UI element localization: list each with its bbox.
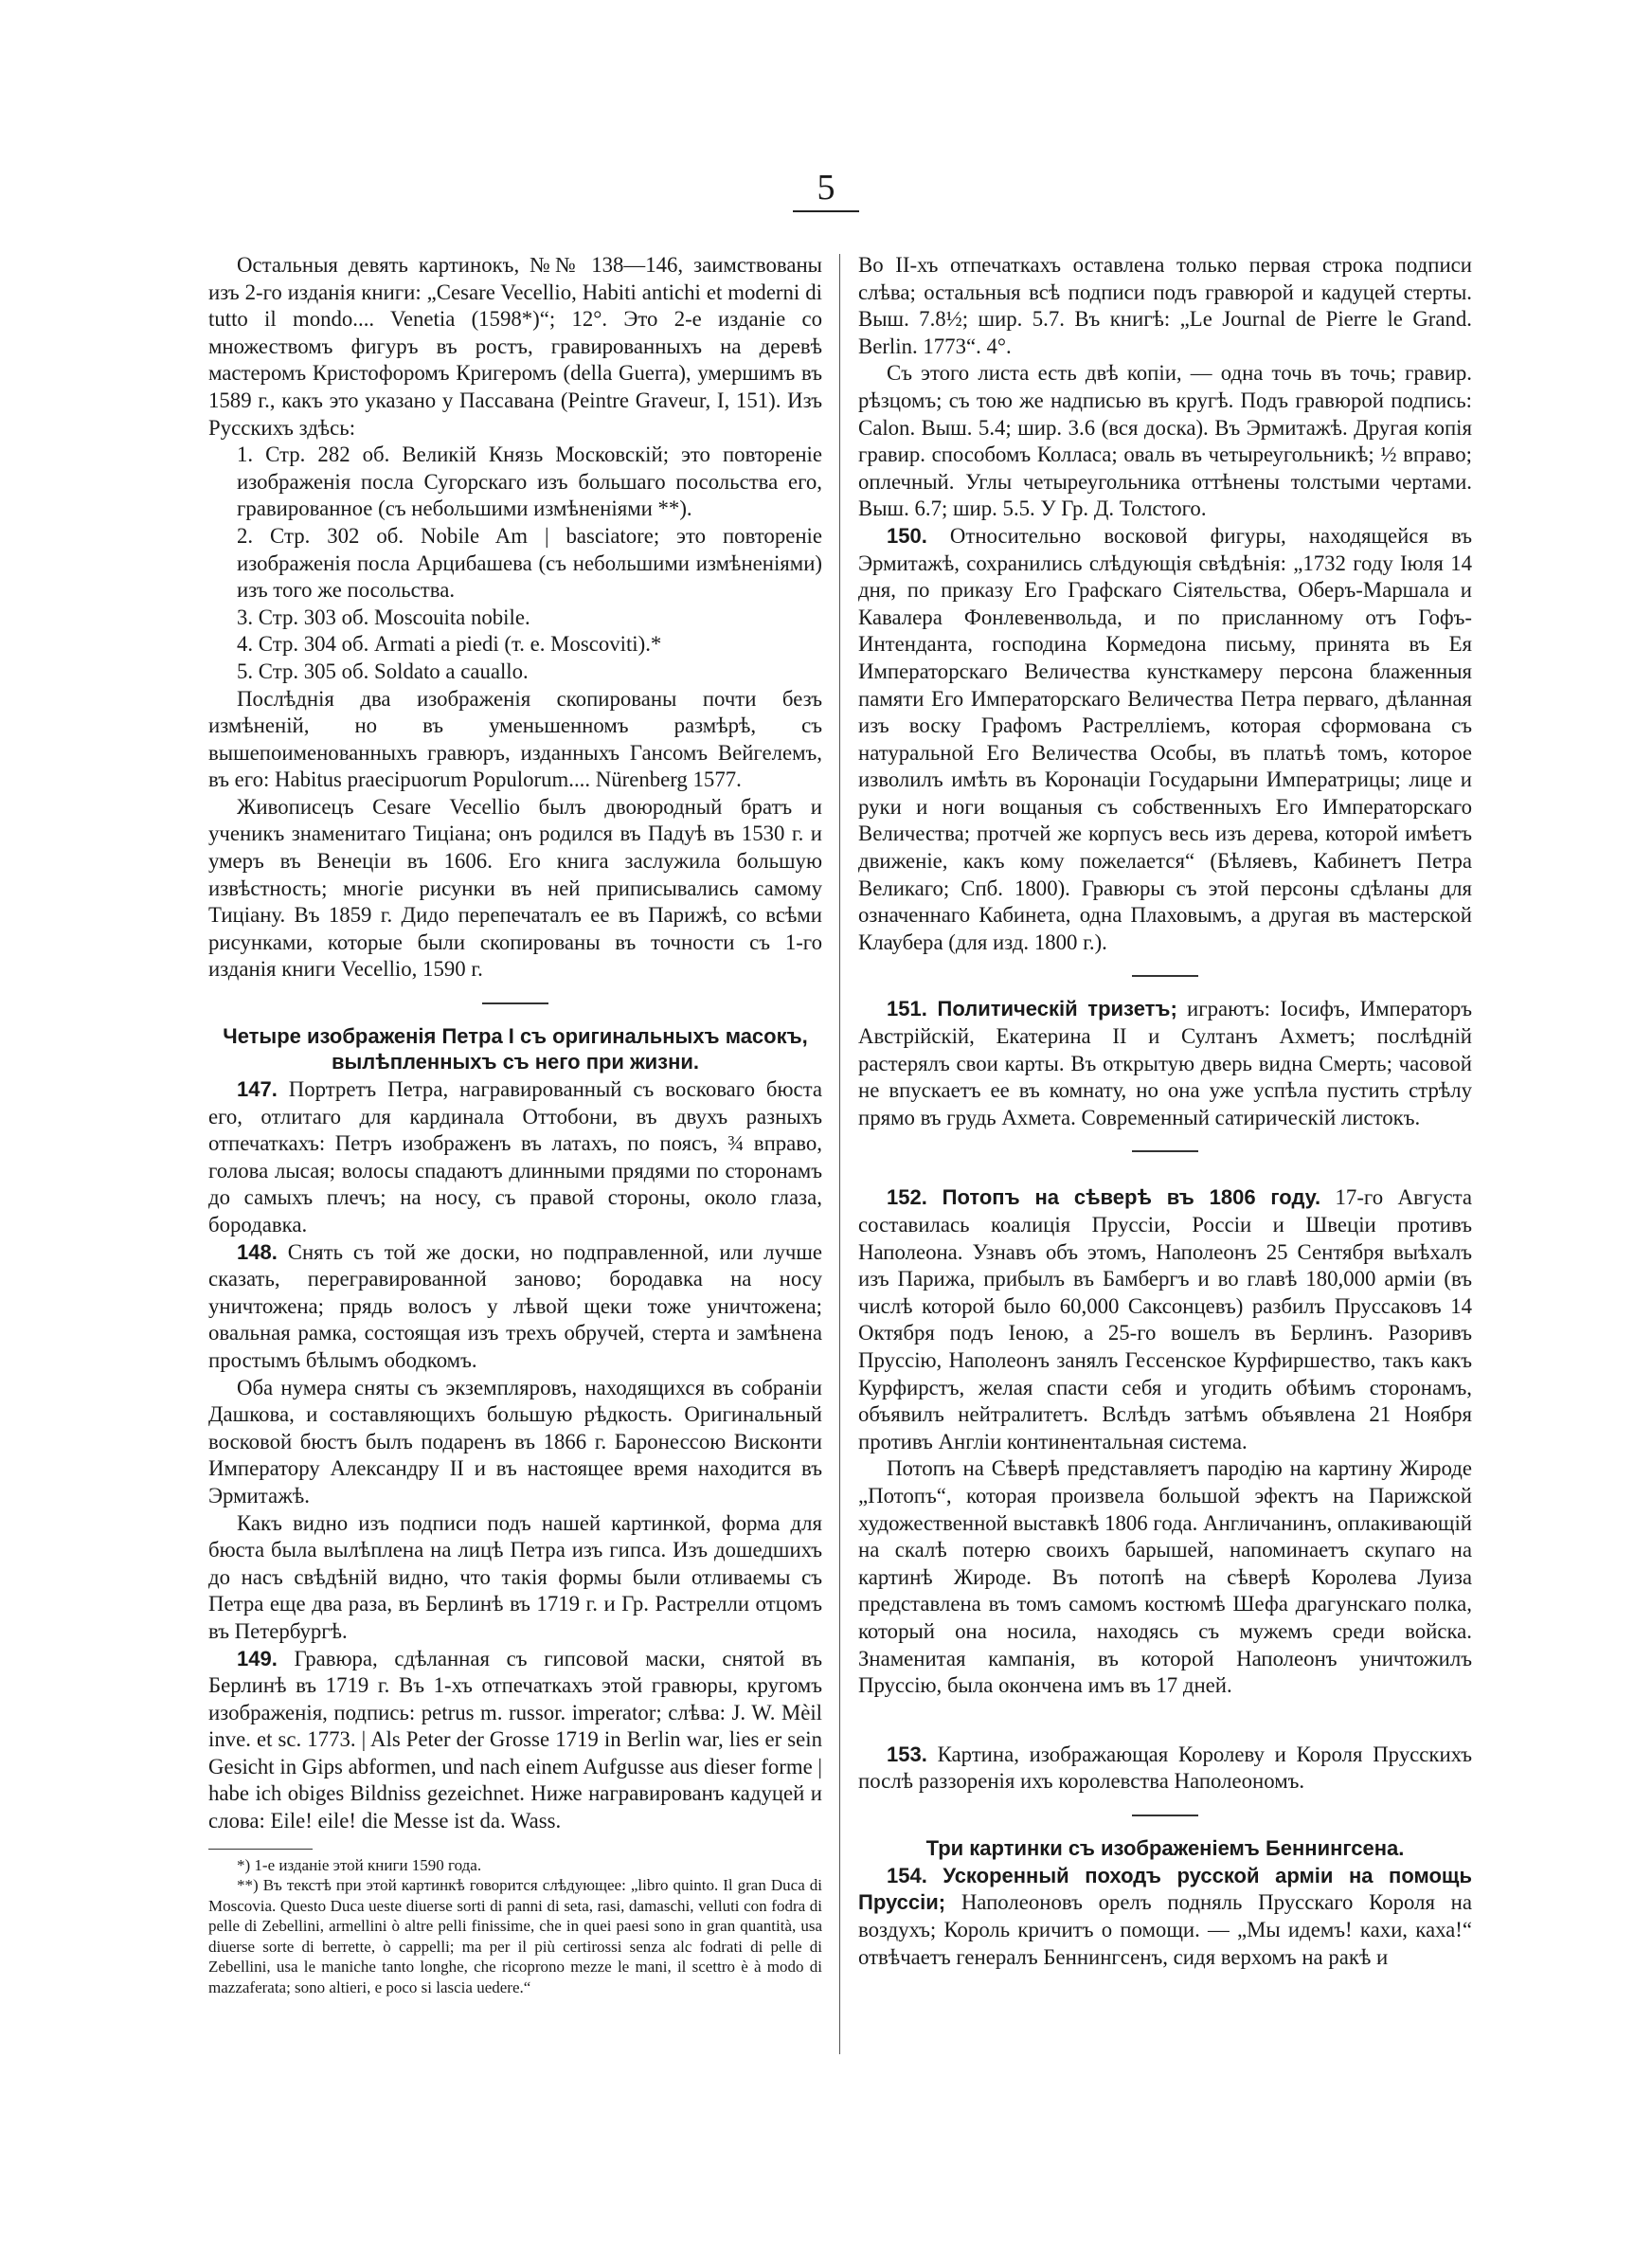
list-item: 1. Стр. 282 об. Великій Князь Московскій; это повтореніе изображенія посла Сугорскаго изъ большаго посольства его, гравированное (съ небольшими измѣненіями **). [237, 442, 822, 521]
entry-text: играютъ: Іосифъ, Императоръ Австрійскій, Екатерина II и Султанъ Ахметъ; послѣдній растерялъ свои карты. Въ открытую дверь видна Смерть; часовой не впускаетъ ее въ комнату, но она уже успѣла пустить стрѣлу прямо въ грудь Ахмета. Современный сатирическій листокъ. [858, 997, 1473, 1129]
list-item: 5. Стр. 305 об. Soldato a cauallo. [237, 659, 529, 683]
page-number [779, 167, 873, 212]
entry-number: 153. [887, 1742, 927, 1766]
both-numbers-paragraph: Оба нумера сняты съ экземпляровъ, находящихся въ собраніи Дашкова, и составляющихъ большую рѣдкость. Оригинальный восковой бюстъ былъ подаренъ въ 1866 г. Баронессою Висконти Императору Александру II и въ настоящее время находится въ Эрмитажѣ. [208, 1375, 822, 1508]
spacer [858, 1171, 1472, 1184]
flood-paragraph: Потопъ на Сѣверѣ представляетъ пародію на картину Жироде „Потопъ“, которая произвела большой эфектъ на Парижской художественной выставкѣ 1806 года. Англичанинъ, оплакивающій на скалѣ потерю своихъ барышей, напоминаетъ скупаго на картинѣ Жироде. Въ потопѣ на сѣверѣ Королева Луиза представлена въ томъ самомъ костюмѣ Шефа драгунскаго полка, который она носила, находясь съ мужемъ среди войска. Знаменитая кампанія, въ которой Наполеонъ уничтожилъ Пруссію, была окончена имъ въ 17 дней. [858, 1456, 1472, 1698]
section-separator [482, 1002, 548, 1004]
entry-152 [858, 1184, 1472, 1455]
entry-153 [858, 1742, 1472, 1796]
entry-text: 17-го Августа составилась коалиція Пруссіи, Россіи и Швеціи противъ Наполеона. Узнавъ объ этомъ, Наполеонъ 25 Сентября выѣхалъ изъ Парижа, прибылъ въ Бамбергъ и во главѣ 180,000 арміи (въ числѣ которой было 60,000 Саксонцевъ) разбилъ Пруссаковъ 14 Октября подъ Іеною, а 25-го вошелъ въ Берлинъ. Разоривъ Пруссію, Наполеонъ занялъ Гессенское Курфиршество, такъ какъ Курфирстъ, желая спасти себя и угодить обѣимъ сторонамъ, объявилъ нейтралитетъ. Вслѣдъ затѣмъ объявлена 21 Ноября противъ Англіи континентальная система. [858, 1185, 1472, 1454]
list-item: 3. Стр. 303 об. Moscouita nobile. [237, 605, 530, 629]
section-separator [1132, 975, 1198, 977]
entry-154 [858, 1863, 1472, 1971]
entry-title: Потопъ на сѣверѣ въ 1806 году. [926, 1185, 1321, 1210]
page-number-text: 5 [817, 168, 835, 208]
footnote-rule [208, 1849, 313, 1850]
russian-figures-list [208, 442, 822, 685]
intro-paragraph: Остальныя девять картинокъ, №№ 138—146, заимствованы изъ 2-го изданія книги: „Cesare Vecellio, Habiti antichi et moderni di tutto il mondo.... Venetia (1598*)“; 12°. Это 2-е изданіе со множествомъ фигуръ въ ростъ, гравированныхъ на деревѣ мастеромъ Кристофоромъ Кригеромъ (della Guerra), умершимъ въ 1589 г., какъ это указано у Пассавана (Peintre Graveur, I, 151). Изъ Русскихъ здѣсь: [208, 253, 822, 440]
spacer [858, 1721, 1472, 1742]
copies-paragraph: Съ этого листа есть двѣ копіи, — одна точь въ точь; гравир. рѣзцомъ; съ тою же надписью въ кругѣ. Подъ гравюрой подпись: Calon. Выш. 5.4; шир. 3.6 (вся доска). Въ Эрмитажѣ. Другая копія гравир. способомъ Колласа; оваль въ четыреугольникѣ; ½ вправо; оплечный. Углы четыреугольника оттѣнены толстыми чертами. Выш. 6.7; шир. 5.5. У Гр. Д. Толстого. [858, 361, 1472, 521]
footnote-2: **) Въ текстѣ при этой картинкѣ говорится слѣдующее: „libro quinto. Il gran Duca di Moscovia. Questo Duca ueste diuerse sorti di panni di seta, rasi, damaschi, velluti con fodra di pelle di Zebellini, armellini ò altre pelli finissime, che in quei paesi sono in gran quantità, usa diuerse sorte di berrette, ò cappelli; ma per il più certirossi senza alc fodrati di pelle di Zebellini, usa le maniche tanto longhe, che ricoprono mezze le mani, il scettro è à modo di mazzaferata; sono altieri, e poco si lascia uedere.“ [208, 1876, 822, 1996]
entry-number: 150. [887, 523, 927, 548]
entry-number: 154. [887, 1863, 927, 1887]
entry-number: 147. [237, 1077, 278, 1102]
entry-number: 151. [887, 997, 927, 1021]
list-item: 4. Стр. 304 об. Armati a piedi (т. е. Moscoviti).* [237, 632, 662, 657]
section-heading-peter-masks: Четыре изображенія Петра I съ оригинальныхъ масокъ, вылѣпленныхъ съ него при жизни. [223, 1024, 808, 1074]
right-column [858, 252, 1472, 1971]
entry-150 [858, 523, 1472, 957]
entry-number: 149. [237, 1646, 278, 1670]
entry-text: Относительно восковой фигуры, находящейся въ Эрмитажѣ, сохранились слѣдующія свѣдѣнія: „1732 году Іюля 14 дня, по приказу Его Графскаго Сіятельства, Оберъ-Маршала и Кавалера Фонлевенвольда, и по присланному отъ Гофъ-Интенданта, господина Кормедона письму, принята въ Ея Императорскаго Величества кунсткамеру персона блаженныя памяти Его Императорскаго Величества Петра перваго, дѣланная изъ воску Графомъ Растрелліемъ, которая сформована съ натуральной Его Величества Особы, въ платьѣ томъ, которое изволилъ имѣть въ Коронаціи Государыни Императрицы; лице и руки и ноги вощаныя съ собственныхъ Его Императорскаго Величества; протчей же корпусъ весь изъ дерева, которой имѣетъ движеніе, какъ кому пожелается“ (Бѣляевъ, Кабинетъ Петра Великаго; Спб. 1800). Гравюры съ этой персоны сдѣланы для означеннаго Кабинета, одна Плаховымъ, а другая въ мастерской Клаубера (для изд. 1800 г.). [858, 523, 1472, 954]
continuation-paragraph: Во II-хъ отпечаткахъ оставлена только первая строка подписи слѣва; остальныя всѣ подписи подъ гравюрой и кадуцей стерты. Выш. 7.8½; шир. 5.7. Въ книгѣ: „Le Journal de Pierre le Grand. Berlin. 1773“. 4°. [858, 253, 1472, 358]
entry-text: Наполеоновъ орелъ подняль Прусскаго Короля на воздухъ; Король кричитъ о помощи. — „Мы идемъ! кахи, каха!“ отвѣчаетъ генералъ Беннингсенъ, сидя верхомъ на ракѣ и [858, 1890, 1472, 1969]
mask-form-paragraph: Какъ видно изъ подписи подъ нашей картинкой, форма для бюста была вылѣплена на лицѣ Петра изъ гипса. Изъ дошедшихъ до насъ свѣдѣній видно, что такія формы были отливаемы съ Петра еще два раза, въ Берлинѣ въ 1719 г. и Гр. Растрелли отцомъ въ Петербургѣ. [208, 1510, 822, 1643]
entry-149 [208, 1646, 822, 1835]
entry-number: 152. [887, 1185, 927, 1210]
entry-title: Политическій тризетъ; [926, 997, 1177, 1021]
copies-paragraph: Послѣднія два изображенія скопированы почти безъ измѣненій, но въ уменьшенномъ размѣрѣ, съ вышепоименованныхъ гравюръ, изданныхъ Гансомъ Вейгелемъ, въ его: Habitus praecipuorum Populorum.... Nürenberg 1577. [208, 686, 822, 792]
spacer [858, 1700, 1472, 1721]
entry-148 [208, 1239, 822, 1375]
entry-147 [208, 1076, 822, 1239]
entry-151 [858, 996, 1472, 1131]
entry-text: Гравюра, сдѣланная съ гипсовой маски, снятой въ Берлинѣ въ 1719 г. Въ 1-хъ отпечаткахъ этой гравюры, кругомъ изображенія, подпись: petrus m. russor. imperator; слѣва: J. W. Mèil inve. et sc. 1773. | Als Peter der Grosse 1719 in Berlin war, lies er sein Gesicht in Gips abformen, und nach einem Aufgusse aus dieser forme | habe ich obiges Bildniss gezeichnet. Ниже награвированъ кадуцей и слова: Eile! eile! die Messe ist da. Wass. [208, 1646, 822, 1833]
left-column [208, 252, 822, 1997]
footnote-1: *) 1-е изданіе этой книги 1590 года. [237, 1855, 482, 1874]
page-number-rule [793, 210, 859, 212]
entry-number: 148. [237, 1239, 278, 1264]
column-divider [839, 254, 840, 2054]
section-heading-bennigsen: Три картинки съ изображеніемъ Беннингсена. [925, 1835, 1405, 1860]
entry-text: Картина, изображающая Королеву и Короля Прусскихъ послѣ раззоренія ихъ королевства Наполеономъ. [858, 1742, 1472, 1794]
entry-title: Ускоренный походъ русской арміи на помощь Пруссіи; [858, 1863, 1472, 1915]
section-separator [1132, 1815, 1198, 1816]
list-item: 2. Стр. 302 об. Nobile Am | basciatore; это повтореніе изображенія посла Арцибашева (съ небольшими измѣненіями) изъ того же посольства. [237, 523, 822, 603]
section-separator [1132, 1150, 1198, 1152]
painter-paragraph: Живописецъ Cesare Vecellio былъ двоюродный братъ и ученикъ знаменитаго Тиціана; онъ родился въ Падуѣ въ 1530 г. и умеръ въ Венеціи въ 1606. Его книга заслужила большую извѣстность; многіе рисунки въ ней приписывались самому Тиціану. Въ 1859 г. Дидо перепечаталъ ее въ Парижѣ, со всѣми рисунками, которые были скопированы въ точности съ 1-го изданія книги Vecellio, 1590 г. [208, 794, 822, 982]
entry-text: Портретъ Петра, награвированный съ восковаго бюста его, отлитаго для кардинала Оттобони, въ двухъ разныхъ отпечаткахъ: Петръ изображенъ въ латахъ, по поясъ, ¾ вправо, голова лысая; волосы спадаютъ длинными прядями по сторонамъ до самыхъ плечъ; на носу, съ правой стороны, около глаза, бородавка. [208, 1077, 822, 1237]
entry-text: Снять съ той же доски, но подправленной, или лучше сказать, перегравированной заново; бородавка на носу уничтожена; прядь волосъ у лѣвой щеки тоже уничтожена; овальная рамка, состоящая изъ трехъ обручей, стерта и замѣнена простымъ бѣлымъ ободкомъ. [208, 1239, 822, 1372]
